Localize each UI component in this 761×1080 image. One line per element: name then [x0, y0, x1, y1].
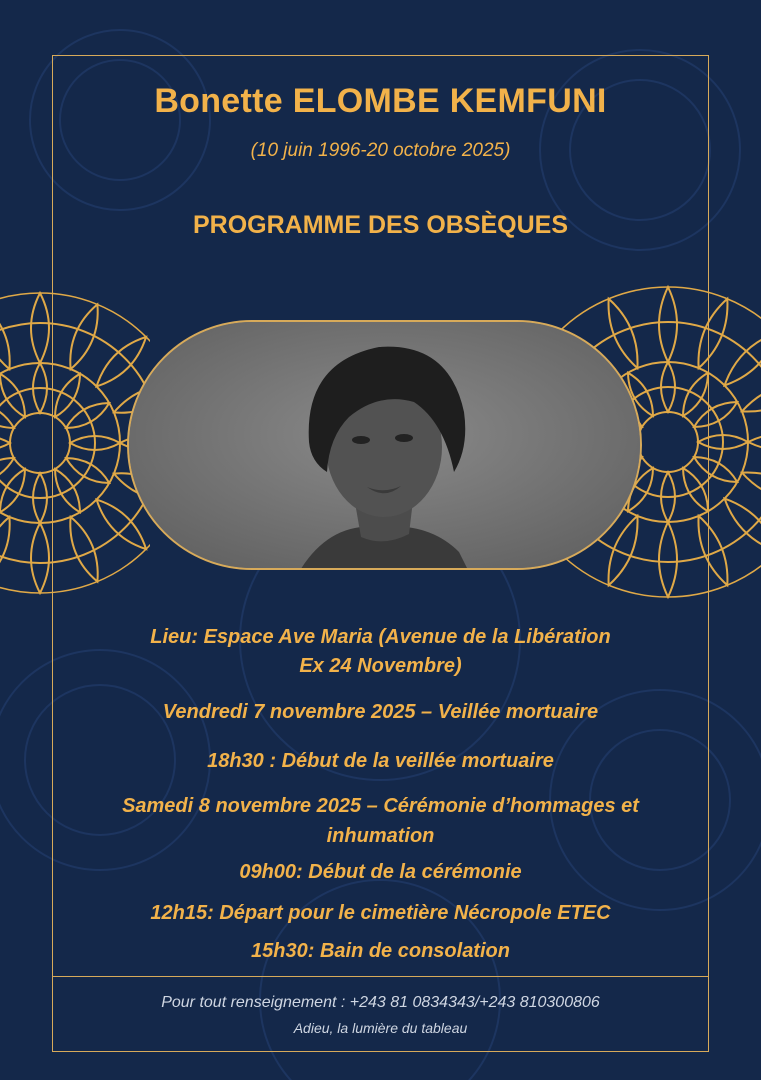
- mandala-petal: [0, 436, 10, 450]
- life-dates: (10 juin 1996-20 octobre 2025): [250, 140, 511, 161]
- mandala-petal: [31, 293, 49, 363]
- friday-heading: Vendredi 7 novembre 2025 – Veillée mortuaire: [162, 701, 599, 723]
- saturday-schedule-item-3: 15h30: Bain de consolation: [251, 940, 510, 962]
- program-title: PROGRAMME DES OBSÈQUES: [192, 211, 569, 239]
- mandala-petal: [698, 299, 727, 368]
- venue-line-2: Ex 24 Novembre): [299, 655, 462, 677]
- mandala-petal: [70, 517, 97, 582]
- saturday-heading-line-1: Samedi 8 novembre 2025 – Cérémonie d’hommages et: [122, 795, 639, 817]
- saturday-heading-line-2: inhumation: [326, 825, 435, 847]
- mandala-petal: [742, 383, 761, 412]
- mandala-petal: [0, 304, 10, 369]
- venue-line-1: Lieu: Espace Ave Maria (Avenue de la Libération: [150, 626, 611, 648]
- contact-info: Pour tout renseignement : +243 81 0834343/+243 810300806: [161, 994, 600, 1011]
- farewell-message: Adieu, la lumière du tableau: [293, 1020, 468, 1036]
- mandala-petal: [97, 337, 146, 386]
- mandala-petal: [659, 522, 677, 597]
- mandala-petal: [70, 304, 97, 369]
- mandala-petal: [609, 516, 638, 585]
- mandala-petal: [0, 517, 10, 582]
- saturday-schedule-item-2: 12h15: Départ pour le cimetière Nécropole ETEC: [150, 902, 611, 924]
- portrait-photo: [127, 320, 642, 570]
- mandala-petal: [742, 472, 761, 501]
- mandala-petal: [609, 299, 638, 368]
- saturday-schedule-item-1: 09h00: Début de la cérémonie: [239, 861, 522, 883]
- mandala-petal: [698, 516, 727, 585]
- footer-divider: [52, 976, 709, 977]
- mandala-petal: [659, 287, 677, 362]
- friday-schedule-item: 18h30 : Début de la veillée mortuaire: [207, 750, 554, 772]
- mandala-petal: [748, 433, 761, 451]
- mandala-petal: [31, 523, 49, 593]
- deceased-name: Bonette ELOMBE KEMFUNI: [154, 82, 607, 120]
- portrait-illustration: [129, 322, 642, 570]
- mandala-petal: [97, 500, 146, 549]
